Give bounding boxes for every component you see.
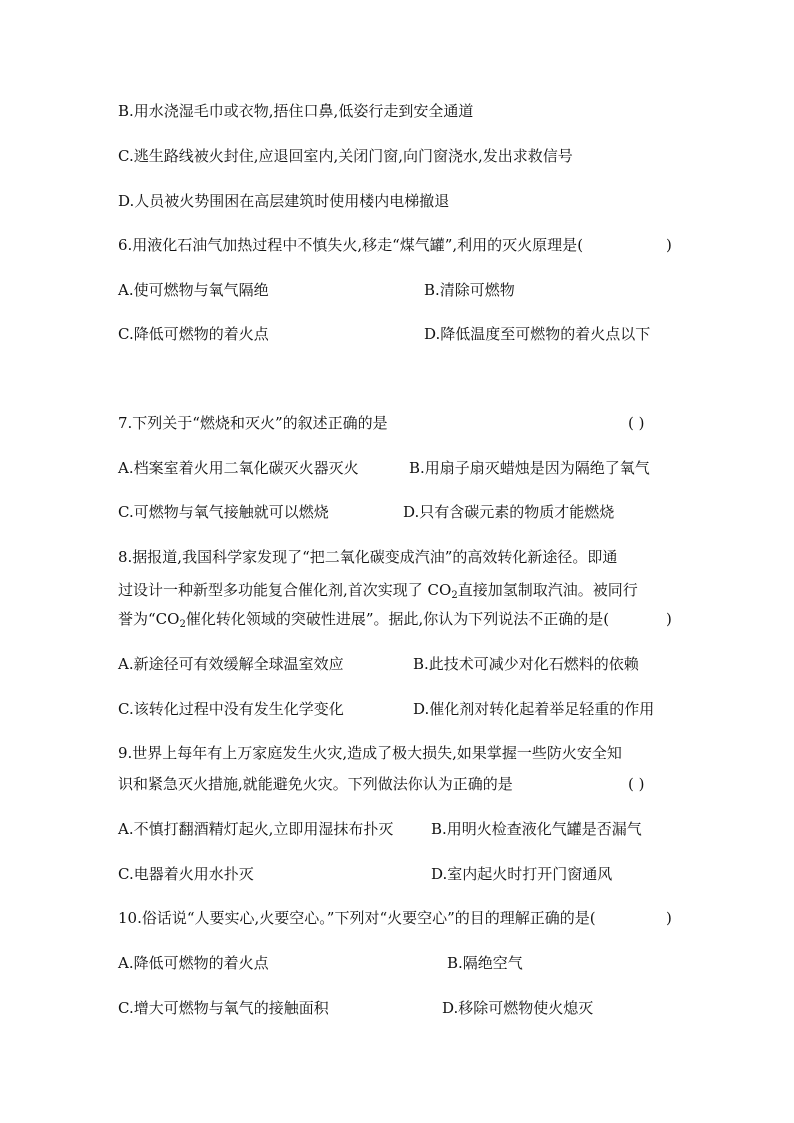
q10-option-d: D.移除可燃物使火熄灭	[442, 999, 594, 1017]
q6-option-c: C.降低可燃物的着火点	[118, 325, 269, 343]
q6-option-b: B.清除可燃物	[424, 281, 515, 299]
q6-stem: 6.用液化石油气加热过程中不慎失火,移走“煤气罐”,利用的灭火原理是(	[118, 236, 584, 254]
q5-option-b: B.用水浇湿毛巾或衣物,捂住口鼻,低姿行走到安全通道	[118, 102, 474, 120]
q7-answer-paren: ( )	[628, 414, 645, 432]
q8-option-a: A.新途径可有效缓解全球温室效应	[118, 655, 344, 673]
q10-answer-paren: )	[666, 909, 672, 927]
q7-option-d: D.只有含碳元素的物质才能燃烧	[403, 503, 615, 521]
q9-option-c: C.电器着火用水扑灭	[118, 865, 254, 883]
q10-option-a: A.降低可燃物的着火点	[118, 954, 269, 972]
q10-option-c: C.增大可燃物与氧气的接触面积	[118, 999, 329, 1017]
q9-stem-line2: 识和紧急灭火措施,就能避免火灾。下列做法你认为正确的是	[118, 775, 513, 793]
q7-stem: 7.下列关于“燃烧和灭火”的叙述正确的是	[118, 414, 388, 432]
q6-option-a: A.使可燃物与氧气隔绝	[118, 281, 269, 299]
q7-option-c: C.可燃物与氧气接触就可以燃烧	[118, 503, 329, 521]
q8-option-d: D.催化剂对转化起着举足轻重的作用	[413, 700, 655, 718]
q9-option-d: D.室内起火时打开门窗通风	[431, 865, 613, 883]
q5-option-d: D.人员被火势围困在高层建筑时使用楼内电梯撤退	[118, 192, 450, 210]
q6-option-d: D.降低温度至可燃物的着火点以下	[424, 325, 651, 343]
q8-answer-paren: )	[666, 610, 672, 628]
q8-stem-line2: 过设计一种新型多功能复合催化剂,首次实现了 $CO_2$直接加氢制取汽油。被同行	[118, 581, 638, 601]
q9-stem-line1: 9.世界上每年有上万家庭发生火灾,造成了极大损失,如果掌握一些防火安全知	[118, 744, 622, 762]
q9-option-a: A.不慎打翻酒精灯起火,立即用湿抹布扑灭	[118, 820, 394, 838]
q8-stem-line1: 8.据报道,我国科学家发现了“把二氧化碳变成汽油”的高效转化新途径。即通	[118, 548, 618, 566]
q10-option-b: B.隔绝空气	[447, 954, 523, 972]
q8-option-b: B.此技术可减少对化石燃料的依赖	[413, 655, 639, 673]
q7-option-b: B.用扇子扇灭蜡烛是因为隔绝了氧气	[409, 459, 650, 477]
q7-option-a: A.档案室着火用二氧化碳灭火器灭火	[118, 459, 359, 477]
q8-option-c: C.该转化过程中没有发生化学变化	[118, 700, 344, 718]
q5-option-c: C.逃生路线被火封住,应退回室内,关闭门窗,向门窗浇水,发出求救信号	[118, 147, 573, 165]
q9-option-b: B.用明火检查液化气罐是否漏气	[431, 820, 642, 838]
q6-answer-paren: )	[666, 236, 672, 254]
q8-stem-line3: 誉为“$CO_2$催化转化领域的突破性进展”。据此,你认为下列说法不正确的是(	[118, 610, 610, 630]
q10-stem: 10.俗话说“人要实心,火要空心。”下列对“火要空心”的目的理解正确的是(	[118, 909, 596, 927]
q9-answer-paren: ( )	[628, 775, 645, 793]
